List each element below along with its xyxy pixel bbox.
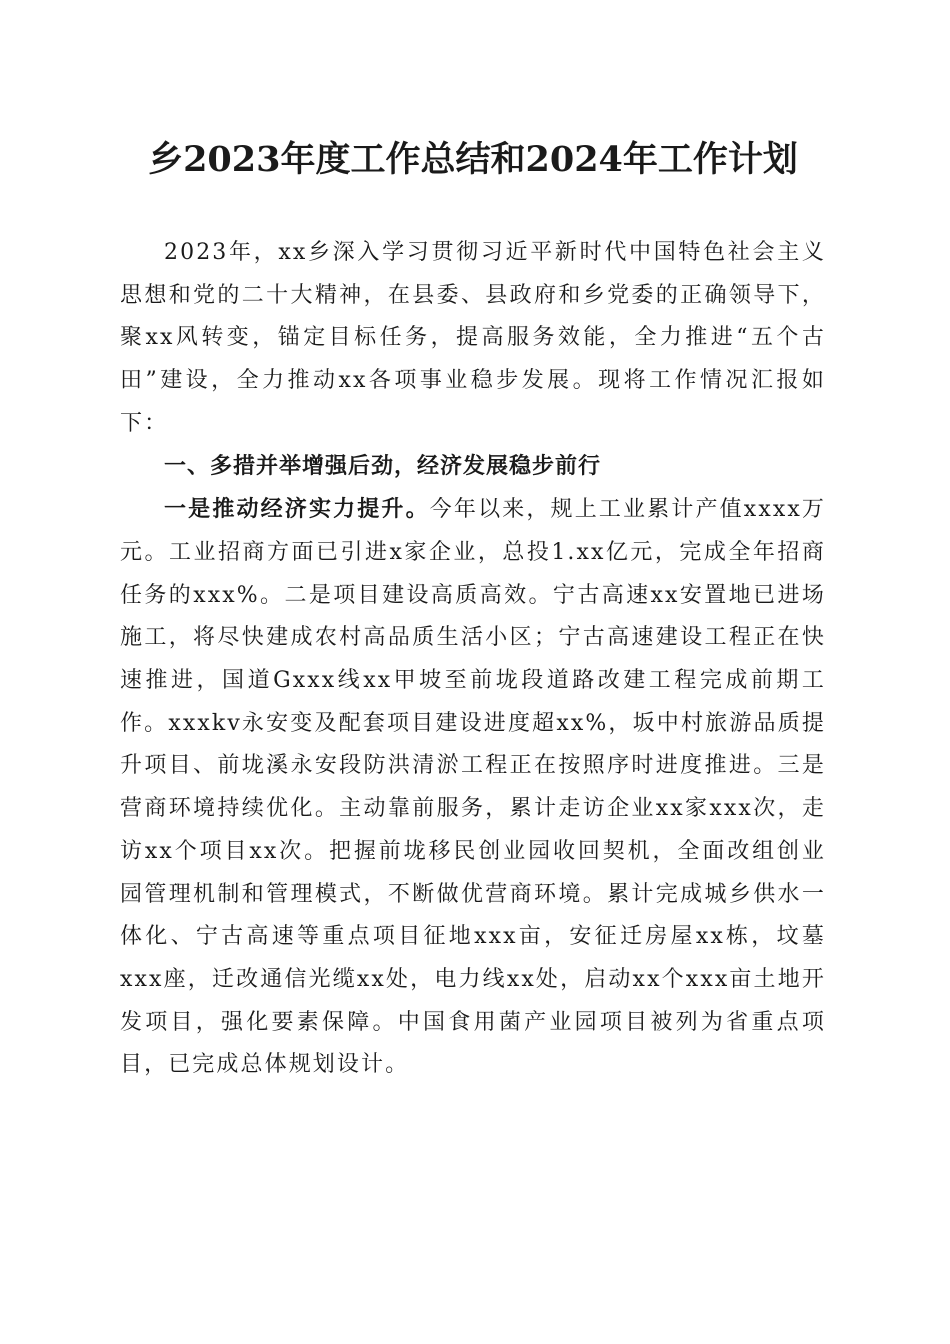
document-title: 乡2023年度工作总结和2024年工作计划 [148,139,798,180]
paragraph-lead: 一是推动经济实力提升。 [164,496,430,523]
paragraph-text: 今年以来，规上工业累计产值xxxx万元。工业招商方面已引进x家企业，总投1.xx亿元，完成全年招商任务的xxx%。二是项目建设高质高效。宁古高速xx安置地已进场施工，将尽快建成农村高品质生活小区；宁古高速建设工程正在快速推进，国道Gxxx线xx甲坡至前垅段道路改建工程完成前期工作。xxxkv永安变及配套项目建设进度超xx%，坂中村旅游品质提升项目、前垅溪永安段防洪清淤工程正在按照序时进度推进。三是营商环境持续优化。主动靠前服务，累计走访企业xx家xxx次，走访xx个项目xx次。把握前垅移民创业园收回契机，全面改组创业园管理机制和管理模式，不断做优营商环境。累计完成城乡供水一体化、宁古高速等重点项目征地xxx亩，安征迁房屋xx栋，坟墓xxx座，迁改通信光缆xx处，电力线xx处，启动xx个xxx亩土地开发项目，强化要素保障。中国食用菌产业园项目被列为省重点项目，已完成总体规划设计。 [120,497,826,1078]
section-paragraph [120,488,826,1087]
section-heading: 一、多措并举增强后劲，经济发展稳步前行 [164,453,602,479]
intro-paragraph: 2023年，xx乡深入学习贯彻习近平新时代中国特色社会主义思想和党的二十大精神，在县委、县政府和乡党委的正确领导下，聚xx风转变，锚定目标任务，提高服务效能，全力推进“五个古田”建设，全力推动xx各项事业稳步发展。现将工作情况汇报如下： [120,240,826,436]
document-body [120,232,826,1087]
